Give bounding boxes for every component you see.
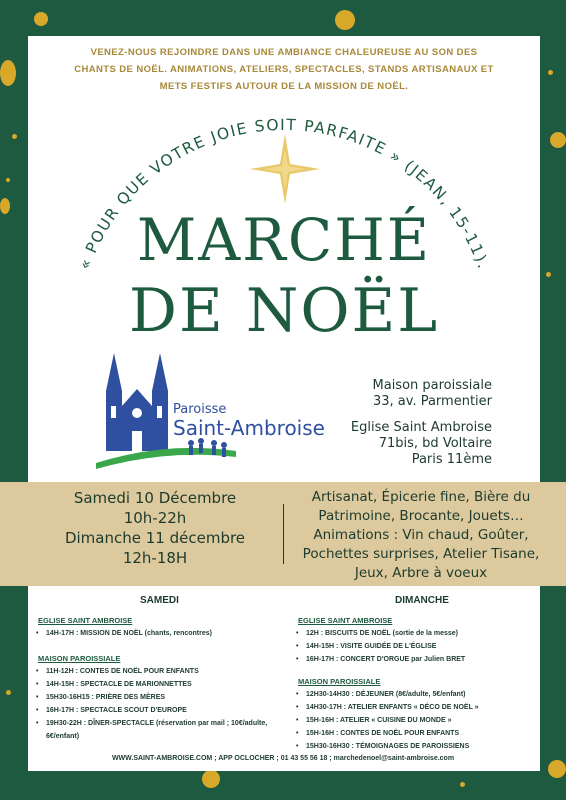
list-item: • 11H-12H : CONTES DE NOËL POUR ENFANTS xyxy=(32,665,282,678)
logo-paroisse: Paroisse xyxy=(173,402,227,417)
dimanche-eglise-title: EGLISE SAINT AMBROISE xyxy=(298,616,393,625)
list-item: • 15H-16H : CONTES DE NOËL POUR ENFANTS xyxy=(292,727,542,740)
date-line: 12h-18H xyxy=(122,549,188,567)
samedi-eglise-list xyxy=(32,627,282,640)
bible-quote: « POUR QUE VOTRE JOIE SOIT PARFAITE » (JEAN, 15-11). xyxy=(75,115,493,272)
address-maison xyxy=(373,378,492,410)
list-item: • 16H-17H : CONCERT D'ORGUE par Julien BRET xyxy=(292,653,542,666)
list-item: • 14H-15H : SPECTACLE DE MARIONNETTES xyxy=(32,678,282,691)
samedi-eglise-title: EGLISE SAINT AMBROISE xyxy=(38,616,133,625)
gold-dot xyxy=(0,198,10,214)
date-line: Samedi 10 Décembre xyxy=(73,489,237,507)
address-line: Eglise Saint Ambroise xyxy=(350,420,492,435)
gold-dot xyxy=(202,770,220,788)
gold-dot xyxy=(34,12,48,26)
list-item: • 15H-16H : ATELIER « CUISINE DU MONDE » xyxy=(292,714,542,727)
list-item: • 14H-15H : VISITE GUIDÉE DE L'ÉGLISE xyxy=(292,640,542,653)
date-line: 10h-22h xyxy=(123,509,187,527)
intro-line: METS FESTIFS AUTOUR DE LA MISSION DE NOËL. xyxy=(159,81,409,92)
title-marche: MARCHÉ xyxy=(136,206,432,274)
info-band xyxy=(0,482,566,586)
list-item: • 12H30-14H30 : DÉJEUNER (8€/adulte, 5€/enfant) xyxy=(292,688,542,701)
dimanche-eglise-list xyxy=(292,627,542,666)
gold-dot xyxy=(6,690,11,695)
dates-block xyxy=(30,488,280,568)
address-line: Maison paroissiale xyxy=(372,378,492,393)
samedi-maison-list xyxy=(32,665,282,743)
address-line: 33, av. Parmentier xyxy=(372,394,492,409)
animations-text: Animations : Vin chaud, Goûter, Pochettes surprises, Atelier Tisane, Jeux, Arbre à voeux xyxy=(302,527,540,581)
gold-dot xyxy=(335,10,355,30)
logo-saint-ambroise: Saint-Ambroise xyxy=(173,416,325,440)
dimanche-maison-title: MAISON PAROISSIALE xyxy=(298,677,381,686)
stands-text: Artisanat, Épicerie fine, Bière du Patrimoine, Brocante, Jouets… xyxy=(311,489,531,524)
date-line: Dimanche 11 décembre xyxy=(64,529,246,547)
gold-dot xyxy=(6,178,10,182)
intro-line: VENEZ-NOUS REJOINDRE DANS UNE AMBIANCE CHALEUREUSE AU SON DES xyxy=(90,47,478,58)
gold-dot xyxy=(550,132,566,148)
list-item: • 15H30-16H15 : PRIÈRE DES MÈRES xyxy=(32,691,282,704)
list-item: • 19H30-22H : DÎNER-SPECTACLE (réservation par mail ; 10€/adulte, 6€/enfant) xyxy=(32,717,282,743)
gold-dot xyxy=(12,134,17,139)
offer-block xyxy=(290,488,552,583)
gold-dot xyxy=(548,760,566,778)
samedi-heading: SAMEDI xyxy=(140,595,179,606)
address-eglise xyxy=(351,420,492,468)
list-item: • 12H : BISCUITS DE NOËL (sortie de la messe) xyxy=(292,627,542,640)
gold-dot xyxy=(548,70,553,75)
star-icon xyxy=(250,134,320,204)
list-item: • 15H30-16H30 : TÉMOIGNAGES DE PAROISSIENS xyxy=(292,740,542,753)
dimanche-maison-list xyxy=(292,688,542,753)
gold-dot xyxy=(460,782,465,787)
list-item: • 14H-17H : MISSION DE NOËL (chants, rencontres) xyxy=(32,627,282,640)
divider xyxy=(283,504,284,564)
footer-contact: WWW.SAINT-AMBROISE.COM ; APP OCLOCHER ; 01 43 55 56 18 ; marchedenoel@saint-ambroise.com xyxy=(111,755,455,762)
address-line: 71bis, bd Voltaire xyxy=(378,436,492,451)
gold-dot xyxy=(546,272,551,277)
samedi-maison-title: MAISON PAROISSIALE xyxy=(38,654,121,663)
address-line: Paris 11ème xyxy=(411,452,492,467)
intro-line: CHANTS DE NOËL. ANIMATIONS, ATELIERS, SPECTACLES, STANDS ARTISANAUX ET xyxy=(74,64,494,75)
gold-dot xyxy=(0,60,16,86)
list-item: • 16H-17H : SPECTACLE SCOUT D'EUROPE xyxy=(32,704,282,717)
title-de-noel: DE NOËL xyxy=(128,276,440,346)
list-item: • 14H30-17H : ATELIER ENFANTS « DÉCO DE NOËL » xyxy=(292,701,542,714)
dimanche-heading: DIMANCHE xyxy=(395,595,449,606)
